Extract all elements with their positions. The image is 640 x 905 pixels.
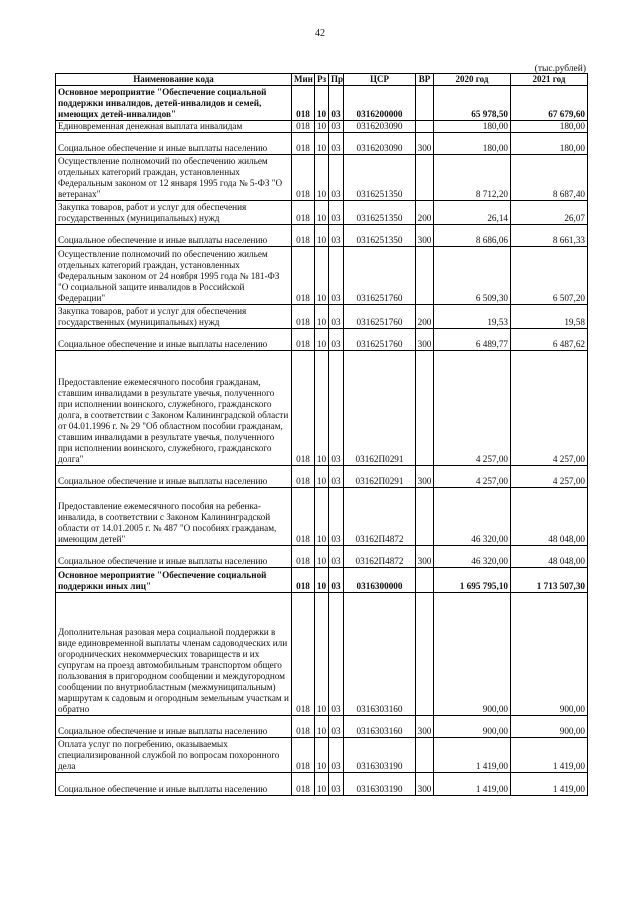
cell-vr [416, 568, 434, 593]
cell-vr: 300 [416, 133, 434, 155]
cell-csr: 0316300000 [344, 568, 416, 593]
cell-min: 018 [292, 716, 315, 738]
cell-y2020: 900,00 [434, 716, 511, 738]
cell-pr: 03 [329, 247, 344, 305]
cell-name: Социальное обеспечение и иные выплаты населению [56, 773, 292, 796]
cell-y2020: 8 686,06 [434, 225, 511, 247]
cell-y2020: 26,14 [434, 201, 511, 225]
table-row [56, 466, 588, 488]
cell-y2020: 1 419,00 [434, 773, 511, 796]
cell-vr [416, 488, 434, 546]
cell-vr: 300 [416, 466, 434, 488]
cell-y2021: 48 048,00 [511, 546, 588, 568]
cell-y2020: 1 695 795,10 [434, 568, 511, 593]
cell-min: 018 [292, 329, 315, 351]
cell-csr: 0316251350 [344, 225, 416, 247]
cell-rz: 10 [315, 155, 329, 201]
table-row [56, 351, 588, 466]
cell-rz: 10 [315, 201, 329, 225]
budget-table [55, 73, 588, 796]
cell-csr: 0316303190 [344, 773, 416, 796]
cell-csr: 0316251760 [344, 247, 416, 305]
cell-pr: 03 [329, 593, 344, 716]
cell-y2021: 4 257,00 [511, 351, 588, 466]
cell-y2020: 8 712,20 [434, 155, 511, 201]
cell-min: 018 [292, 86, 315, 121]
cell-csr: 0316251350 [344, 155, 416, 201]
cell-min: 018 [292, 351, 315, 466]
cell-name: Предоставление ежемесячного пособия гражданам, ставшим инвалидами в результате увечья, полученного при исполнении воинского, служебного, гражданского долга, в соответствии с Законом Калининградской области от 04.01.1996 г. № 29 "Об областном пособии гражданам, ставшим инвалидами в результате увечья, полученного при исполнении воинского, служебного, гражданского долга" [56, 351, 292, 466]
cell-name: Основное мероприятие "Обеспечение социальной поддержки иных лиц" [56, 568, 292, 593]
units-label: (тыс.рублей) [534, 64, 586, 74]
cell-min: 018 [292, 225, 315, 247]
cell-name: Осуществление полномочий по обеспечению жильем отдельных категорий граждан, установленных Федеральным законом от 24 ноября 1995 года № 181-ФЗ "О социальной защите инвалидов в Российской Федерации" [56, 247, 292, 305]
cell-rz: 10 [315, 568, 329, 593]
cell-vr [416, 351, 434, 466]
cell-vr: 300 [416, 716, 434, 738]
cell-vr [416, 247, 434, 305]
table-row [56, 225, 588, 247]
cell-csr: 0316200000 [344, 86, 416, 121]
cell-min: 018 [292, 305, 315, 329]
cell-name: Закупка товаров, работ и услуг для обеспечения государственных (муниципальных) нужд [56, 305, 292, 329]
cell-rz: 10 [315, 546, 329, 568]
cell-csr: 0316303160 [344, 593, 416, 716]
col-header-vr: ВР [416, 74, 434, 86]
col-header-pr: Пр [329, 74, 344, 86]
cell-min: 018 [292, 121, 315, 133]
cell-y2021: 6 487,62 [511, 329, 588, 351]
cell-name: Оплата услуг по погребению, оказываемых специализированной службой по вопросам похоронного дела [56, 738, 292, 773]
cell-vr [416, 86, 434, 121]
cell-min: 018 [292, 568, 315, 593]
cell-csr: 0316251760 [344, 305, 416, 329]
cell-y2021: 6 507,20 [511, 247, 588, 305]
cell-name: Социальное обеспечение и иные выплаты населению [56, 225, 292, 247]
cell-rz: 10 [315, 133, 329, 155]
cell-pr: 03 [329, 466, 344, 488]
cell-name: Закупка товаров, работ и услуг для обеспечения государственных (муниципальных) нужд [56, 201, 292, 225]
cell-y2021: 900,00 [511, 716, 588, 738]
cell-pr: 03 [329, 155, 344, 201]
cell-y2021: 48 048,00 [511, 488, 588, 546]
table-row [56, 329, 588, 351]
cell-name: Основное мероприятие "Обеспечение социальной поддержки инвалидов, детей-инвалидов и семей, имеющих детей-инвалидов" [56, 86, 292, 121]
cell-vr: 200 [416, 201, 434, 225]
cell-vr: 300 [416, 546, 434, 568]
cell-rz: 10 [315, 593, 329, 716]
cell-csr: 0316203090 [344, 133, 416, 155]
table-row [56, 201, 588, 225]
table-row [56, 488, 588, 546]
cell-y2021: 180,00 [511, 133, 588, 155]
cell-y2020: 4 257,00 [434, 466, 511, 488]
cell-rz: 10 [315, 247, 329, 305]
cell-rz: 10 [315, 716, 329, 738]
cell-name: Предоставление ежемесячного пособия на ребенка-инвалида, в соответствии с Законом Калининградской области от 14.01.2005 г. № 487 "О пособиях гражданам, имеющим детей" [56, 488, 292, 546]
col-header-min: Мин [292, 74, 315, 86]
cell-y2021: 900,00 [511, 593, 588, 716]
cell-y2021: 1 419,00 [511, 773, 588, 796]
cell-rz: 10 [315, 121, 329, 133]
table-row [56, 738, 588, 773]
table-row [56, 593, 588, 716]
cell-y2021: 8 661,33 [511, 225, 588, 247]
table-row [56, 247, 588, 305]
table-row [56, 568, 588, 593]
cell-pr: 03 [329, 86, 344, 121]
cell-rz: 10 [315, 466, 329, 488]
cell-vr: 200 [416, 305, 434, 329]
cell-y2021: 180,00 [511, 121, 588, 133]
cell-pr: 03 [329, 351, 344, 466]
col-header-name: Наименование кода [56, 74, 292, 86]
cell-pr: 03 [329, 716, 344, 738]
cell-y2020: 4 257,00 [434, 351, 511, 466]
cell-rz: 10 [315, 329, 329, 351]
cell-vr [416, 121, 434, 133]
table-body [56, 86, 588, 796]
cell-csr: 03162П4872 [344, 546, 416, 568]
cell-y2020: 19,53 [434, 305, 511, 329]
table-row [56, 546, 588, 568]
cell-name: Единовременная денежная выплата инвалидам [56, 121, 292, 133]
cell-y2021: 1 419,00 [511, 738, 588, 773]
page-number: 42 [315, 28, 325, 39]
cell-min: 018 [292, 773, 315, 796]
cell-pr: 03 [329, 121, 344, 133]
cell-y2020: 900,00 [434, 593, 511, 716]
cell-pr: 03 [329, 568, 344, 593]
cell-vr [416, 155, 434, 201]
cell-csr: 0316203090 [344, 121, 416, 133]
cell-min: 018 [292, 247, 315, 305]
cell-vr: 300 [416, 773, 434, 796]
cell-y2020: 46 320,00 [434, 546, 511, 568]
cell-rz: 10 [315, 225, 329, 247]
cell-min: 018 [292, 546, 315, 568]
table-row [56, 121, 588, 133]
cell-csr: 0316251760 [344, 329, 416, 351]
table-row [56, 133, 588, 155]
cell-y2020: 46 320,00 [434, 488, 511, 546]
cell-vr: 300 [416, 329, 434, 351]
cell-min: 018 [292, 466, 315, 488]
col-header-csr: ЦСР [344, 74, 416, 86]
cell-y2020: 180,00 [434, 133, 511, 155]
cell-rz: 10 [315, 86, 329, 121]
cell-min: 018 [292, 155, 315, 201]
cell-name: Социальное обеспечение и иные выплаты населению [56, 546, 292, 568]
cell-y2020: 1 419,00 [434, 738, 511, 773]
cell-rz: 10 [315, 738, 329, 773]
cell-pr: 03 [329, 133, 344, 155]
cell-y2021: 19,58 [511, 305, 588, 329]
table-row [56, 155, 588, 201]
cell-name: Социальное обеспечение и иные выплаты населению [56, 133, 292, 155]
cell-csr: 03162П4872 [344, 488, 416, 546]
cell-y2021: 26,07 [511, 201, 588, 225]
cell-y2021: 4 257,00 [511, 466, 588, 488]
cell-pr: 03 [329, 773, 344, 796]
cell-rz: 10 [315, 351, 329, 466]
cell-name: Осуществление полномочий по обеспечению жильем отдельных категорий граждан, установленных Федеральным законом от 12 января 1995 года № 5-ФЗ "О ветеранах" [56, 155, 292, 201]
cell-csr: 0316303160 [344, 716, 416, 738]
col-header-rz: Рз [315, 74, 329, 86]
cell-min: 018 [292, 738, 315, 773]
cell-min: 018 [292, 593, 315, 716]
cell-csr: 03162П0291 [344, 466, 416, 488]
cell-rz: 10 [315, 305, 329, 329]
cell-pr: 03 [329, 738, 344, 773]
cell-vr [416, 738, 434, 773]
cell-pr: 03 [329, 225, 344, 247]
cell-y2021: 1 713 507,30 [511, 568, 588, 593]
cell-rz: 10 [315, 773, 329, 796]
table-row [56, 86, 588, 121]
cell-min: 018 [292, 133, 315, 155]
table-header-row [56, 74, 588, 86]
cell-pr: 03 [329, 329, 344, 351]
cell-vr: 300 [416, 225, 434, 247]
cell-rz: 10 [315, 488, 329, 546]
cell-vr [416, 593, 434, 716]
cell-y2020: 6 489,77 [434, 329, 511, 351]
cell-name: Дополнительная разовая мера социальной поддержки в виде единовременной выплаты членам садоводческих или огороднических некоммерческих товариществ и их супругам на проезд автомобильным транспортом общего пользования в пригородном сообщении и междугородном сообщении по внутриобластным (межмуниципальным) маршрутам к садовым и огородным земельным участкам и обратно [56, 593, 292, 716]
cell-min: 018 [292, 488, 315, 546]
cell-y2020: 180,00 [434, 121, 511, 133]
cell-y2021: 67 679,60 [511, 86, 588, 121]
cell-name: Социальное обеспечение и иные выплаты населению [56, 329, 292, 351]
cell-y2020: 6 509,30 [434, 247, 511, 305]
col-header-2020: 2020 год [434, 74, 511, 86]
cell-y2020: 65 978,50 [434, 86, 511, 121]
cell-pr: 03 [329, 546, 344, 568]
cell-csr: 03162П0291 [344, 351, 416, 466]
table-row [56, 716, 588, 738]
cell-min: 018 [292, 201, 315, 225]
cell-name: Социальное обеспечение и иные выплаты населению [56, 716, 292, 738]
table-row [56, 305, 588, 329]
cell-csr: 0316303190 [344, 738, 416, 773]
col-header-2021: 2021 год [511, 74, 588, 86]
cell-pr: 03 [329, 201, 344, 225]
cell-csr: 0316251350 [344, 201, 416, 225]
cell-pr: 03 [329, 488, 344, 546]
cell-name: Социальное обеспечение и иные выплаты населению [56, 466, 292, 488]
table-row [56, 773, 588, 796]
cell-y2021: 8 687,40 [511, 155, 588, 201]
cell-pr: 03 [329, 305, 344, 329]
